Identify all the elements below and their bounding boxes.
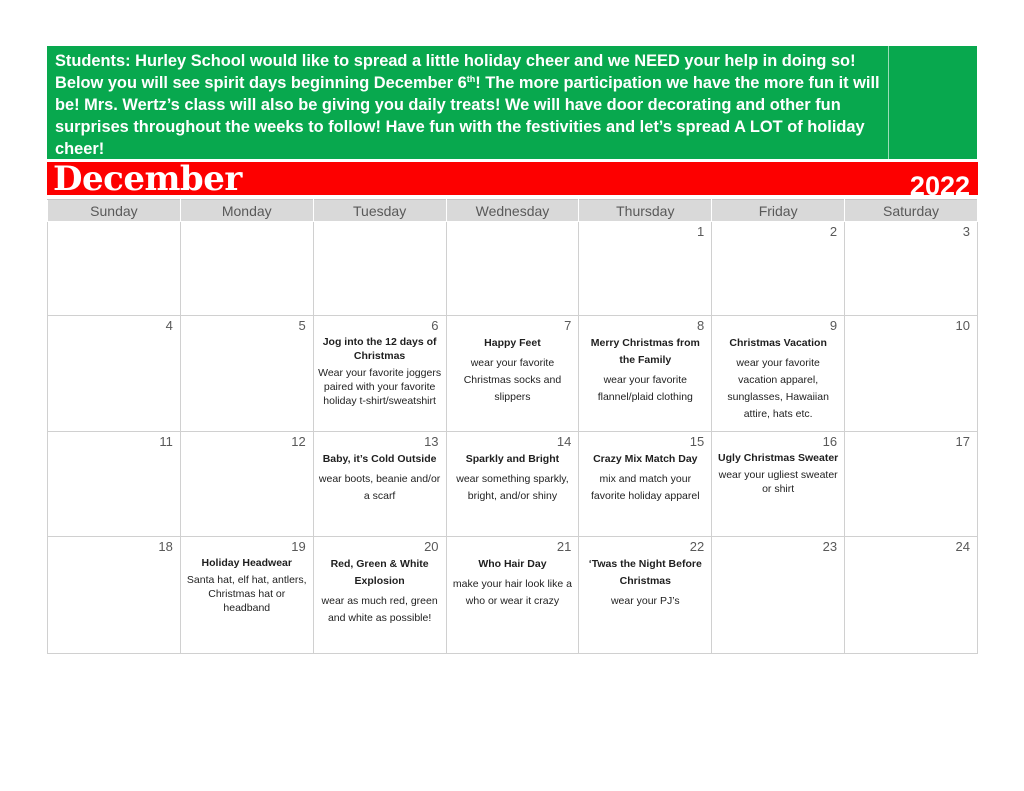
day-number: 22 <box>689 539 705 554</box>
day-cell <box>845 537 978 654</box>
day-number: 9 <box>829 318 838 333</box>
spirit-day-event <box>447 334 579 406</box>
event-description: Wear your favorite joggers paired with your favorite holiday t-shirt/sweatshirt <box>318 367 442 407</box>
day-number: 15 <box>689 434 705 449</box>
day-cell <box>313 222 446 316</box>
event-description: wear your ugliest sweater or shirt <box>718 469 838 495</box>
event-title: Jog into the 12 days of Christmas <box>322 336 437 362</box>
day-number: 11 <box>159 434 173 449</box>
day-cell <box>446 537 579 654</box>
announcement-banner <box>47 46 978 159</box>
weekday-header: Tuesday <box>313 200 446 222</box>
event-description: wear something sparkly, bright, and/or shiny <box>456 473 569 502</box>
spirit-day-event <box>181 555 313 615</box>
weekday-header: Thursday <box>579 200 712 222</box>
day-cell <box>313 537 446 654</box>
day-number: 4 <box>165 318 173 333</box>
day-number: 18 <box>158 539 173 554</box>
announcement-text-part2: ! The more participation we have the more fun it will be! Mrs. Wertz’s class will also be giving you daily treats! We will have door decorating and other fun surprises throughout the weeks to follow! Have fun with the festivities and let’s spread A LOT of holiday cheer! <box>55 74 880 158</box>
day-cell <box>845 222 978 316</box>
day-number: 7 <box>564 318 572 333</box>
day-cell <box>180 222 313 316</box>
event-title: Baby, it’s Cold Outside <box>322 453 437 465</box>
event-title: Who Hair Day <box>478 558 547 570</box>
day-number <box>447 222 579 224</box>
announcement-text-part1: Students: Hurley School would like to spread a little holiday cheer and we NEED your help in doing so! Below you will see spirit days beginning December 6 <box>55 52 856 92</box>
day-cell <box>712 222 845 316</box>
spirit-day-event <box>314 450 446 505</box>
day-cell <box>579 537 712 654</box>
day-cell <box>48 316 181 432</box>
day-number: 17 <box>955 434 970 449</box>
day-number: 3 <box>962 224 970 239</box>
day-number: 5 <box>298 318 306 333</box>
year-label: 2022 <box>909 171 970 195</box>
day-cell <box>48 537 181 654</box>
spirit-day-event <box>447 555 579 610</box>
day-number: 8 <box>696 318 705 333</box>
spirit-day-event <box>579 334 711 406</box>
spirit-day-event <box>314 555 446 627</box>
day-number: 23 <box>822 539 838 554</box>
day-cell <box>845 432 978 537</box>
month-title: December <box>53 162 242 195</box>
day-cell <box>48 222 181 316</box>
day-cell <box>446 316 579 432</box>
banner-divider <box>888 46 889 159</box>
event-description: wear boots, beanie and/or a scarf <box>318 473 441 502</box>
day-cell <box>48 432 181 537</box>
event-title: Holiday Headwear <box>201 557 292 569</box>
event-title: Happy Feet <box>484 337 541 349</box>
day-number: 2 <box>829 224 838 239</box>
day-number: 20 <box>424 539 439 554</box>
day-cell <box>845 316 978 432</box>
weekday-header: Monday <box>180 200 313 222</box>
day-cell <box>712 537 845 654</box>
day-cell <box>712 432 845 537</box>
day-cell <box>180 432 313 537</box>
calendar-grid <box>47 199 978 654</box>
announcement-text <box>55 50 887 160</box>
day-cell <box>180 316 313 432</box>
event-title: Merry Christmas from the Family <box>590 337 700 366</box>
event-title: Sparkly and Bright <box>465 453 560 465</box>
day-cell <box>712 316 845 432</box>
day-number: 14 <box>556 434 572 449</box>
event-title: Red, Green & White Explosion <box>330 558 429 587</box>
week-row <box>48 537 978 654</box>
event-description: wear your favorite Christmas socks and slippers <box>463 357 562 403</box>
week-row <box>48 222 978 316</box>
day-number: 6 <box>431 318 439 333</box>
day-cell <box>180 537 313 654</box>
event-title: Crazy Mix Match Day <box>593 453 698 465</box>
day-number <box>314 222 446 224</box>
day-number: 16 <box>822 434 838 449</box>
event-description: wear as much red, green and white as possible! <box>321 595 438 624</box>
day-cell <box>446 222 579 316</box>
day-number: 21 <box>556 539 572 554</box>
day-number: 24 <box>955 539 970 554</box>
day-number: 13 <box>424 434 439 449</box>
day-cell <box>446 432 579 537</box>
day-cell <box>579 316 712 432</box>
day-cell <box>579 222 712 316</box>
spirit-day-event <box>314 334 446 408</box>
week-row <box>48 316 978 432</box>
spirit-day-event <box>712 450 844 496</box>
weekday-header-row <box>48 200 978 222</box>
spirit-day-event <box>579 450 711 505</box>
weekday-header: Saturday <box>845 200 978 222</box>
month-header <box>47 162 978 195</box>
event-title: Christmas Vacation <box>729 337 827 349</box>
weekday-header: Wednesday <box>446 200 579 222</box>
weekday-header: Sunday <box>48 200 181 222</box>
day-cell <box>579 432 712 537</box>
ordinal-suffix: th <box>466 74 476 84</box>
event-description: Santa hat, elf hat, antlers, Christmas hat or headband <box>186 574 307 614</box>
spirit-day-event <box>712 334 844 423</box>
event-title: Ugly Christmas Sweater <box>718 452 839 464</box>
event-description: make your hair look like a who or wear it crazy <box>452 578 572 607</box>
day-number: 19 <box>291 539 306 554</box>
week-row <box>48 432 978 537</box>
day-cell <box>313 432 446 537</box>
event-description: wear your favorite vacation apparel, sunglasses, Hawaiian attire, hats etc. <box>727 357 829 420</box>
day-number <box>181 222 313 224</box>
spirit-day-event <box>579 555 711 610</box>
day-number: 1 <box>696 224 705 239</box>
event-description: wear your PJ’s <box>610 595 680 607</box>
event-description: wear your favorite flannel/plaid clothing <box>597 374 693 403</box>
day-cell <box>313 316 446 432</box>
spirit-day-event <box>447 450 579 505</box>
event-description: mix and match your favorite holiday apparel <box>591 473 700 502</box>
event-title: ‘Twas the Night Before Christmas <box>588 558 702 587</box>
day-number: 12 <box>291 434 306 449</box>
day-number: 10 <box>955 318 970 333</box>
day-number <box>48 222 180 224</box>
weekday-header: Friday <box>712 200 845 222</box>
